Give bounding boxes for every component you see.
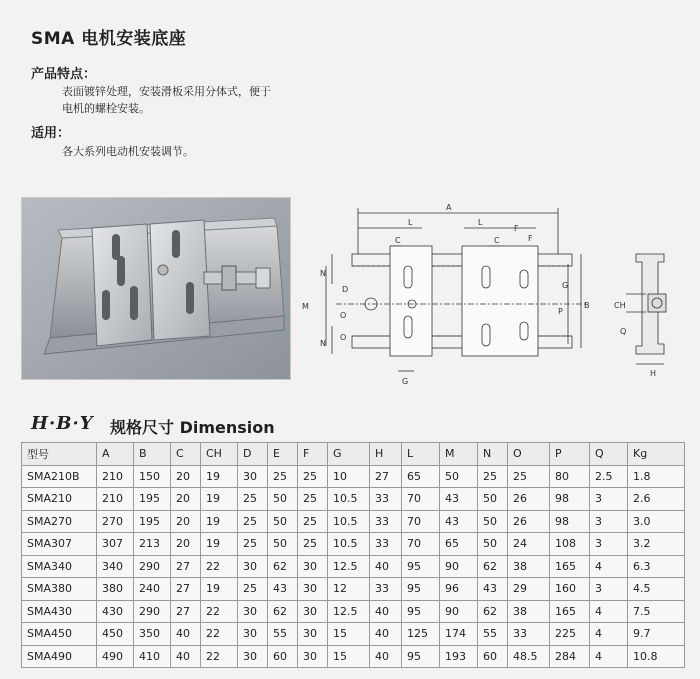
table-cell: 40 [171, 645, 201, 668]
table-cell: 3.0 [628, 510, 685, 533]
table-cell: 270 [97, 510, 134, 533]
table-cell: 27 [171, 555, 201, 578]
table-cell: 43 [268, 578, 298, 601]
table-cell: 450 [97, 623, 134, 646]
column-header: M [440, 443, 478, 466]
table-cell: 2.5 [590, 465, 628, 488]
table-cell: 70 [402, 533, 440, 556]
table-cell: 15 [328, 623, 370, 646]
label-B: B [584, 301, 590, 310]
table-cell: 27 [171, 578, 201, 601]
table-cell: 3 [590, 533, 628, 556]
table-cell: 95 [402, 555, 440, 578]
label-P: P [558, 307, 563, 316]
column-header: B [134, 443, 171, 466]
label-M: M [302, 302, 309, 311]
table-cell: 20 [171, 533, 201, 556]
table-cell: 24 [508, 533, 550, 556]
table-cell: 50 [478, 533, 508, 556]
table-cell: 225 [550, 623, 590, 646]
table-row [22, 510, 685, 533]
table-cell: 22 [201, 623, 238, 646]
table-cell: 25 [238, 533, 268, 556]
table-cell: 70 [402, 510, 440, 533]
model-cell: SMA340 [22, 555, 97, 578]
model-cell: SMA430 [22, 600, 97, 623]
technical-drawing [296, 196, 692, 386]
label-D: D [342, 285, 349, 294]
table-cell: 62 [268, 600, 298, 623]
page-title: SMA 电机安装底座 [31, 29, 187, 49]
table-cell: 30 [298, 555, 328, 578]
label-N-1: N [320, 269, 326, 278]
table-cell: 38 [508, 555, 550, 578]
table-cell: 350 [134, 623, 171, 646]
table-cell: 25 [298, 465, 328, 488]
column-header: C [171, 443, 201, 466]
table-cell: 25 [298, 488, 328, 511]
table-cell: 195 [134, 510, 171, 533]
table-cell: 125 [402, 623, 440, 646]
table-cell: 25 [238, 488, 268, 511]
table-cell: 22 [201, 600, 238, 623]
table-cell: 430 [97, 600, 134, 623]
table-cell: 26 [508, 488, 550, 511]
table-cell: 25 [238, 578, 268, 601]
table-cell: 108 [550, 533, 590, 556]
label-G-2: G [402, 377, 409, 386]
table-cell: 340 [97, 555, 134, 578]
table-cell: 50 [268, 510, 298, 533]
column-header: N [478, 443, 508, 466]
table-cell: 33 [370, 510, 402, 533]
label-A: A [446, 203, 452, 212]
table-cell: 20 [171, 465, 201, 488]
model-cell: SMA490 [22, 645, 97, 668]
table-cell: 30 [238, 465, 268, 488]
table-cell: 15 [328, 645, 370, 668]
table-cell: 62 [268, 555, 298, 578]
table-cell: 29 [508, 578, 550, 601]
table-cell: 4 [590, 600, 628, 623]
label-CH: CH [614, 301, 626, 310]
table-cell: 6.3 [628, 555, 685, 578]
table-cell: 20 [171, 510, 201, 533]
table-row [22, 465, 685, 488]
table-cell: 10.5 [328, 510, 370, 533]
table-cell: 48.5 [508, 645, 550, 668]
label-G-1: G [562, 281, 569, 290]
table-cell: 165 [550, 555, 590, 578]
label-O-1: O [340, 311, 347, 320]
table-cell: 25 [268, 465, 298, 488]
table-cell: 25 [298, 510, 328, 533]
model-cell: SMA210 [22, 488, 97, 511]
table-cell: 20 [171, 488, 201, 511]
table-cell: 40 [171, 623, 201, 646]
table-cell: 96 [440, 578, 478, 601]
table-cell: 284 [550, 645, 590, 668]
table-cell: 50 [268, 488, 298, 511]
table-cell: 3 [590, 488, 628, 511]
table-row [22, 623, 685, 646]
table-cell: 193 [440, 645, 478, 668]
table-cell: 19 [201, 488, 238, 511]
table-cell: 30 [238, 600, 268, 623]
dimension-title: 规格尺寸 Dimension [110, 418, 275, 437]
table-cell: 95 [402, 600, 440, 623]
model-cell: SMA380 [22, 578, 97, 601]
table-cell: 62 [478, 555, 508, 578]
table-cell: 30 [238, 555, 268, 578]
table-cell: 380 [97, 578, 134, 601]
product-photo [21, 197, 291, 380]
table-cell: 22 [201, 555, 238, 578]
table-cell: 80 [550, 465, 590, 488]
table-cell: 290 [134, 600, 171, 623]
table-cell: 4 [590, 555, 628, 578]
column-header: P [550, 443, 590, 466]
table-cell: 490 [97, 645, 134, 668]
label-C-1: C [395, 236, 401, 245]
features-text [62, 83, 271, 117]
features-line-2: 电机的螺栓安装。 [62, 102, 150, 115]
table-cell: 12.5 [328, 600, 370, 623]
table-cell: 43 [478, 578, 508, 601]
table-cell: 30 [298, 623, 328, 646]
table-cell: 22 [201, 645, 238, 668]
table-cell: 90 [440, 555, 478, 578]
table-cell: 19 [201, 510, 238, 533]
column-header: H [370, 443, 402, 466]
column-header: F [298, 443, 328, 466]
table-cell: 60 [268, 645, 298, 668]
features-line-1: 表面镀锌处理，安装滑板采用分体式，便于 [62, 85, 271, 98]
table-cell: 7.5 [628, 600, 685, 623]
table-cell: 25 [478, 465, 508, 488]
column-header: G [328, 443, 370, 466]
table-row [22, 533, 685, 556]
table-cell: 290 [134, 555, 171, 578]
column-header: L [402, 443, 440, 466]
table-cell: 43 [440, 510, 478, 533]
table-cell: 33 [370, 533, 402, 556]
label-L-2: L [478, 218, 483, 227]
table-cell: 12 [328, 578, 370, 601]
label-Q: Q [620, 327, 627, 336]
table-cell: 30 [238, 623, 268, 646]
table-cell: 60 [478, 645, 508, 668]
table-cell: 210 [97, 465, 134, 488]
table-cell: 10.8 [628, 645, 685, 668]
table-cell: 38 [508, 600, 550, 623]
brand-logo: H·B·Y [31, 413, 94, 434]
table-cell: 160 [550, 578, 590, 601]
table-cell: 62 [478, 600, 508, 623]
table-cell: 33 [370, 578, 402, 601]
table-cell: 27 [171, 600, 201, 623]
table-cell: 4.5 [628, 578, 685, 601]
model-cell: SMA450 [22, 623, 97, 646]
usage-text: 各大系列电动机安装调节。 [62, 145, 194, 158]
table-cell: 210 [97, 488, 134, 511]
label-C-2: C [494, 236, 500, 245]
label-F-1: F [514, 224, 519, 233]
table-cell: 12.5 [328, 555, 370, 578]
table-cell: 70 [402, 488, 440, 511]
table-cell: 2.6 [628, 488, 685, 511]
spec-table [21, 442, 685, 668]
table-cell: 50 [478, 488, 508, 511]
table-cell: 30 [298, 600, 328, 623]
usage-heading: 适用： [31, 126, 71, 141]
model-cell: SMA270 [22, 510, 97, 533]
table-row [22, 555, 685, 578]
table-cell: 30 [298, 645, 328, 668]
label-L-1: L [408, 218, 413, 227]
table-cell: 65 [440, 533, 478, 556]
label-H: H [650, 369, 657, 378]
label-O-2: O [340, 333, 347, 342]
label-F-2: F [528, 234, 533, 243]
table-cell: 10.5 [328, 488, 370, 511]
table-cell: 40 [370, 623, 402, 646]
column-header: E [268, 443, 298, 466]
table-cell: 9.7 [628, 623, 685, 646]
column-header: Q [590, 443, 628, 466]
table-cell: 90 [440, 600, 478, 623]
table-cell: 95 [402, 578, 440, 601]
model-cell: SMA307 [22, 533, 97, 556]
column-header: O [508, 443, 550, 466]
table-cell: 40 [370, 645, 402, 668]
table-cell: 213 [134, 533, 171, 556]
table-header-row [22, 443, 685, 466]
features-heading: 产品特点： [31, 67, 97, 82]
table-cell: 30 [238, 645, 268, 668]
table-cell: 19 [201, 465, 238, 488]
table-cell: 98 [550, 488, 590, 511]
table-cell: 27 [370, 465, 402, 488]
table-cell: 240 [134, 578, 171, 601]
column-header: CH [201, 443, 238, 466]
table-cell: 174 [440, 623, 478, 646]
table-row [22, 600, 685, 623]
table-cell: 150 [134, 465, 171, 488]
table-row [22, 645, 685, 668]
table-cell: 50 [268, 533, 298, 556]
table-cell: 55 [478, 623, 508, 646]
table-cell: 43 [440, 488, 478, 511]
model-cell: SMA210B [22, 465, 97, 488]
table-cell: 3 [590, 578, 628, 601]
table-cell: 10 [328, 465, 370, 488]
table-cell: 40 [370, 555, 402, 578]
table-cell: 50 [478, 510, 508, 533]
table-cell: 19 [201, 578, 238, 601]
column-header: D [238, 443, 268, 466]
table-cell: 10.5 [328, 533, 370, 556]
table-cell: 165 [550, 600, 590, 623]
table-cell: 25 [508, 465, 550, 488]
table-cell: 25 [238, 510, 268, 533]
table-cell: 4 [590, 623, 628, 646]
table-cell: 19 [201, 533, 238, 556]
table-cell: 1.8 [628, 465, 685, 488]
table-cell: 95 [402, 645, 440, 668]
table-cell: 26 [508, 510, 550, 533]
table-cell: 40 [370, 600, 402, 623]
table-cell: 3.2 [628, 533, 685, 556]
table-cell: 410 [134, 645, 171, 668]
table-row [22, 488, 685, 511]
table-cell: 55 [268, 623, 298, 646]
table-cell: 30 [298, 578, 328, 601]
table-cell: 307 [97, 533, 134, 556]
label-N-2: N [320, 339, 326, 348]
table-cell: 65 [402, 465, 440, 488]
column-header: 型号 [22, 443, 97, 466]
table-cell: 3 [590, 510, 628, 533]
table-cell: 195 [134, 488, 171, 511]
table-cell: 4 [590, 645, 628, 668]
table-cell: 33 [370, 488, 402, 511]
table-row [22, 578, 685, 601]
table-cell: 50 [440, 465, 478, 488]
table-cell: 98 [550, 510, 590, 533]
table-cell: 25 [298, 533, 328, 556]
table-cell: 33 [508, 623, 550, 646]
column-header: A [97, 443, 134, 466]
column-header: Kg [628, 443, 685, 466]
